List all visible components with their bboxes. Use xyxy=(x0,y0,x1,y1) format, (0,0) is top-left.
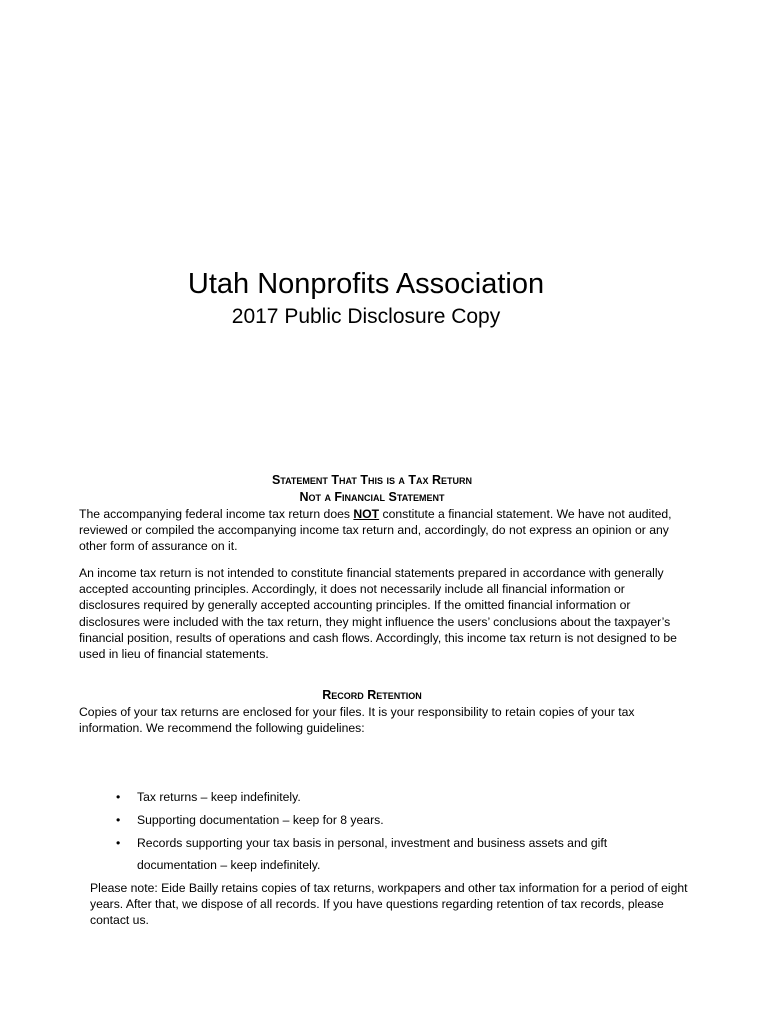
statement-heading-line1: Statement That This is a Tax Return xyxy=(271,473,473,487)
statement-paragraph-1 xyxy=(79,506,679,555)
retention-intro: Copies of your tax returns are enclosed for your files. It is your responsibility to retain copies of your tax information. We recommend the following guidelines: xyxy=(79,705,635,736)
list-item xyxy=(0,786,657,808)
guideline-text: Tax returns – keep indefinitely. xyxy=(137,790,301,804)
statement-paragraph-2: An income tax return is not intended to constitute financial statements prepared in accordance with generally accepted accounting principles. Accordingly, it does not necessarily include all financial information or disclosures required by generally accepted accounting principles. If the omitted financial information or disclosures were included with the tax return, they might influence the users’ conclusions about the taxpayer’s financial position, results of operations and cash flows. Accordingly, this income tax return is not designed to be used in lieu of financial statements. xyxy=(79,566,677,662)
guideline-text: Supporting documentation – keep for 8 years. xyxy=(137,813,384,827)
not-emphasis: NOT xyxy=(353,507,380,521)
disclosure-subtitle: 2017 Public Disclosure Copy xyxy=(231,305,501,328)
list-item xyxy=(0,809,657,831)
guideline-text: Records supporting your tax basis in personal, investment and business assets and gift documentation – keep indefinitely. xyxy=(137,836,608,872)
bullet-icon: • xyxy=(116,836,121,850)
bullet-icon: • xyxy=(116,790,121,804)
statement-text-before: The accompanying federal income tax return does xyxy=(79,507,354,521)
bullet-icon: • xyxy=(116,813,121,827)
retention-note: Please note: Eide Bailly retains copies of tax returns, workpapers and other tax information for a period of eight years. After that, we dispose of all records. If you have questions regarding retention of tax records, please contact us. xyxy=(90,881,688,928)
list-item xyxy=(0,832,657,876)
retention-guidelines-list xyxy=(0,786,657,877)
organization-title: Utah Nonprofits Association xyxy=(187,268,545,300)
statement-text-after: constitute a financial statement. We have not audited, reviewed or compiled the accompanying income tax return and, accordingly, do not express an opinion or any other form of assurance on it. xyxy=(79,507,672,554)
record-retention-heading: Record Retention xyxy=(322,688,422,702)
statement-heading-line2: Not a Financial Statement xyxy=(299,490,445,504)
